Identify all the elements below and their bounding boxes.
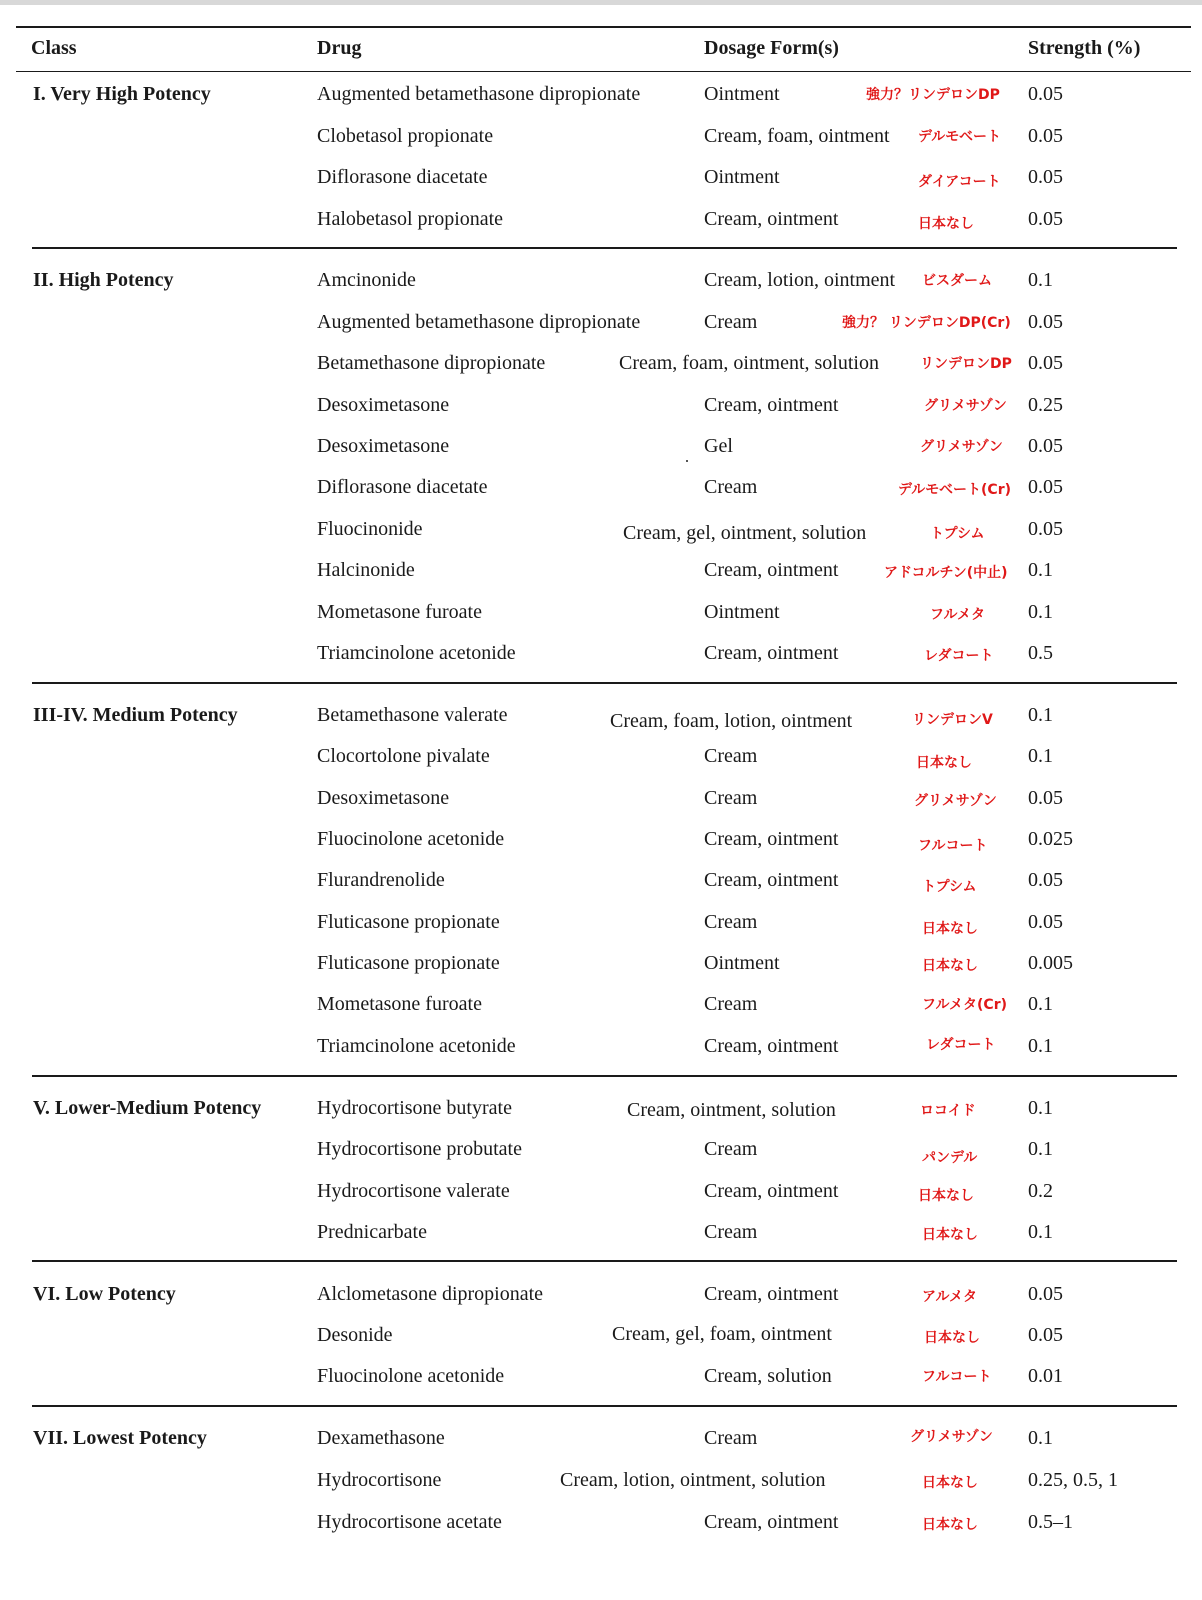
- dosage-forms: Cream, ointment: [704, 642, 839, 664]
- header-drug: Drug: [317, 37, 362, 59]
- japanese-brand-annotation: デルモベート(Cr): [898, 482, 1011, 498]
- drug-name: Fluocinonide: [317, 518, 423, 540]
- header-bottom-rule: [16, 71, 1191, 72]
- japanese-brand-annotation: 強力？ リンデロンDP(Cr): [842, 315, 1011, 331]
- dosage-forms: Cream, ointment, solution: [627, 1099, 836, 1121]
- drug-name: Halobetasol propionate: [317, 208, 504, 230]
- strength-value: 0.05: [1028, 1283, 1063, 1305]
- drug-name: Halcinonide: [317, 559, 415, 581]
- dosage-forms: Cream, solution: [704, 1365, 832, 1387]
- strength-value: 0.05: [1028, 311, 1063, 333]
- japanese-brand-annotation: 強力？リンデロンDP: [866, 87, 1000, 103]
- strength-value: 0.05: [1028, 166, 1063, 188]
- dosage-forms: Cream: [704, 1221, 758, 1243]
- japanese-brand-annotation: グリメサゾン: [914, 793, 997, 809]
- strength-value: 0.05: [1028, 208, 1063, 230]
- japanese-brand-annotation: リンデロンV: [912, 712, 993, 728]
- group-divider-rule: [32, 1075, 1177, 1077]
- japanese-brand-annotation: 日本なし: [922, 921, 978, 937]
- dosage-forms: Ointment: [704, 83, 780, 105]
- header-class: Class: [31, 37, 77, 59]
- japanese-brand-annotation: 日本なし: [916, 755, 972, 771]
- dosage-forms: Cream, gel, foam, ointment: [612, 1323, 832, 1345]
- dosage-forms: Cream, ointment: [704, 869, 839, 891]
- drug-name: Hydrocortisone valerate: [317, 1180, 510, 1202]
- japanese-brand-annotation: 日本なし: [922, 958, 978, 974]
- drug-name: Alclometasone dipropionate: [317, 1283, 544, 1305]
- strength-value: 0.05: [1028, 125, 1063, 147]
- drug-name: Amcinonide: [317, 269, 416, 291]
- japanese-brand-annotation: グリメサゾン: [910, 1429, 993, 1445]
- drug-name: Betamethasone valerate: [317, 704, 508, 726]
- dosage-forms: Cream, ointment: [704, 828, 839, 850]
- strength-value: 0.05: [1028, 518, 1063, 540]
- japanese-brand-annotation: デルモベート: [918, 129, 1002, 145]
- stray-dot: [686, 460, 688, 462]
- strength-value: 0.1: [1028, 1138, 1053, 1160]
- japanese-brand-annotation: アドコルチン(中止): [884, 565, 1008, 581]
- dosage-forms: Cream, lotion, ointment: [704, 269, 896, 291]
- dosage-forms: Cream, ointment: [704, 208, 839, 230]
- class-label: II. High Potency: [33, 269, 174, 291]
- dosage-forms: Cream, foam, ointment, solution: [619, 352, 879, 374]
- dosage-forms: Cream: [704, 311, 758, 333]
- dosage-forms: Cream, ointment: [704, 1511, 839, 1533]
- strength-value: 0.1: [1028, 1221, 1053, 1243]
- dosage-forms: Cream: [704, 1138, 758, 1160]
- japanese-brand-annotation: レダコート: [926, 1037, 996, 1053]
- strength-value: 0.1: [1028, 1097, 1053, 1119]
- japanese-brand-annotation: トプシム: [922, 879, 977, 895]
- strength-value: 0.05: [1028, 476, 1063, 498]
- japanese-brand-annotation: リンデロンDP: [920, 356, 1012, 372]
- drug-name: Hydrocortisone: [317, 1469, 442, 1491]
- japanese-brand-annotation: フルコート: [922, 1369, 992, 1385]
- dosage-forms: Cream: [704, 745, 758, 767]
- dosage-forms: Cream, gel, ointment, solution: [623, 522, 867, 544]
- drug-name: Mometasone furoate: [317, 601, 482, 623]
- dosage-forms: Cream, ointment: [704, 1180, 839, 1202]
- japanese-brand-annotation: ビスダーム: [922, 273, 992, 289]
- class-label: III-IV. Medium Potency: [33, 704, 238, 726]
- strength-value: 0.5: [1028, 642, 1053, 664]
- japanese-brand-annotation: グリメサゾン: [924, 398, 1007, 414]
- dosage-forms: Cream, ointment: [704, 1283, 839, 1305]
- strength-value: 0.05: [1028, 787, 1063, 809]
- drug-name: Hydrocortisone butyrate: [317, 1097, 512, 1119]
- class-label: VII. Lowest Potency: [33, 1427, 207, 1449]
- japanese-brand-annotation: 日本なし: [922, 1517, 978, 1533]
- dosage-forms: Cream, ointment: [704, 559, 839, 581]
- japanese-brand-annotation: 日本なし: [918, 1188, 974, 1204]
- strength-value: 0.05: [1028, 1324, 1063, 1346]
- drug-name: Augmented betamethasone dipropionate: [317, 83, 641, 105]
- drug-name: Betamethasone dipropionate: [317, 352, 546, 374]
- dosage-forms: Cream, foam, lotion, ointment: [610, 710, 853, 732]
- drug-name: Prednicarbate: [317, 1221, 427, 1243]
- window-top-edge: [0, 0, 1202, 5]
- table-top-rule: [16, 26, 1191, 28]
- japanese-brand-annotation: トプシム: [930, 526, 985, 542]
- strength-value: 0.1: [1028, 269, 1053, 291]
- strength-value: 0.1: [1028, 601, 1053, 623]
- drug-name: Triamcinolone acetonide: [317, 642, 516, 664]
- dosage-forms: Ointment: [704, 952, 780, 974]
- strength-value: 0.25, 0.5, 1: [1028, 1469, 1118, 1491]
- drug-name: Desoximetasone: [317, 394, 450, 416]
- dosage-forms: Cream, ointment: [704, 1035, 839, 1057]
- drug-name: Fluticasone propionate: [317, 911, 500, 933]
- japanese-brand-annotation: ダイアコート: [918, 174, 1001, 190]
- japanese-brand-annotation: ロコイド: [920, 1103, 976, 1119]
- dosage-forms: Cream: [704, 787, 758, 809]
- dosage-forms: Cream, lotion, ointment, solution: [560, 1469, 826, 1491]
- japanese-brand-annotation: アルメタ: [922, 1289, 978, 1305]
- drug-name: Flurandrenolide: [317, 869, 445, 891]
- dosage-forms: Cream: [704, 476, 758, 498]
- dosage-forms: Cream: [704, 911, 758, 933]
- drug-name: Desonide: [317, 1324, 393, 1346]
- strength-value: 0.05: [1028, 911, 1063, 933]
- strength-value: 0.5–1: [1028, 1511, 1073, 1533]
- group-divider-rule: [32, 1405, 1177, 1407]
- drug-name: Hydrocortisone acetate: [317, 1511, 502, 1533]
- strength-value: 0.25: [1028, 394, 1063, 416]
- class-label: V. Lower-Medium Potency: [33, 1097, 262, 1119]
- strength-value: 0.05: [1028, 869, 1063, 891]
- japanese-brand-annotation: グリメサゾン: [920, 439, 1003, 455]
- strength-value: 0.1: [1028, 559, 1053, 581]
- drug-name: Desoximetasone: [317, 435, 450, 457]
- strength-value: 0.05: [1028, 435, 1063, 457]
- drug-name: Diflorasone diacetate: [317, 166, 488, 188]
- japanese-brand-annotation: フルコート: [918, 838, 988, 854]
- strength-value: 0.2: [1028, 1180, 1053, 1202]
- dosage-forms: Cream: [704, 993, 758, 1015]
- dosage-forms: Ointment: [704, 601, 780, 623]
- drug-name: Fluocinolone acetonide: [317, 1365, 505, 1387]
- dosage-forms: Cream: [704, 1427, 758, 1449]
- class-label: VI. Low Potency: [33, 1283, 176, 1305]
- strength-value: 0.1: [1028, 704, 1053, 726]
- drug-name: Hydrocortisone probutate: [317, 1138, 522, 1160]
- drug-name: Augmented betamethasone dipropionate: [317, 311, 641, 333]
- strength-value: 0.005: [1028, 952, 1073, 974]
- dosage-forms: Ointment: [704, 166, 780, 188]
- drug-name: Triamcinolone acetonide: [317, 1035, 516, 1057]
- group-divider-rule: [32, 682, 1177, 684]
- strength-value: 0.1: [1028, 1035, 1053, 1057]
- drug-name: Fluticasone propionate: [317, 952, 500, 974]
- drug-name: Clocortolone pivalate: [317, 745, 490, 767]
- japanese-brand-annotation: 日本なし: [922, 1475, 978, 1491]
- dosage-forms: Cream, foam, ointment: [704, 125, 890, 147]
- japanese-brand-annotation: フルメタ: [930, 607, 986, 623]
- drug-name: Mometasone furoate: [317, 993, 482, 1015]
- drug-name: Desoximetasone: [317, 787, 450, 809]
- group-divider-rule: [32, 247, 1177, 249]
- strength-value: 0.05: [1028, 83, 1063, 105]
- japanese-brand-annotation: 日本なし: [924, 1330, 980, 1346]
- japanese-brand-annotation: 日本なし: [918, 216, 974, 232]
- strength-value: 0.1: [1028, 993, 1053, 1015]
- class-label: I. Very High Potency: [33, 83, 211, 105]
- japanese-brand-annotation: フルメタ(Cr): [922, 997, 1007, 1013]
- strength-value: 0.01: [1028, 1365, 1063, 1387]
- japanese-brand-annotation: パンデル: [922, 1150, 978, 1166]
- group-divider-rule: [32, 1260, 1177, 1262]
- japanese-brand-annotation: レダコート: [924, 648, 994, 664]
- drug-name: Clobetasol propionate: [317, 125, 494, 147]
- header-strength: Strength (%): [1028, 37, 1141, 59]
- dosage-forms: Gel: [704, 435, 733, 457]
- drug-name: Fluocinolone acetonide: [317, 828, 505, 850]
- strength-value: 0.1: [1028, 1427, 1053, 1449]
- strength-value: 0.025: [1028, 828, 1073, 850]
- header-dosage-forms: Dosage Form(s): [704, 37, 839, 59]
- drug-name: Dexamethasone: [317, 1427, 445, 1449]
- strength-value: 0.1: [1028, 745, 1053, 767]
- dosage-forms: Cream, ointment: [704, 394, 839, 416]
- japanese-brand-annotation: 日本なし: [922, 1227, 978, 1243]
- strength-value: 0.05: [1028, 352, 1063, 374]
- drug-name: Diflorasone diacetate: [317, 476, 488, 498]
